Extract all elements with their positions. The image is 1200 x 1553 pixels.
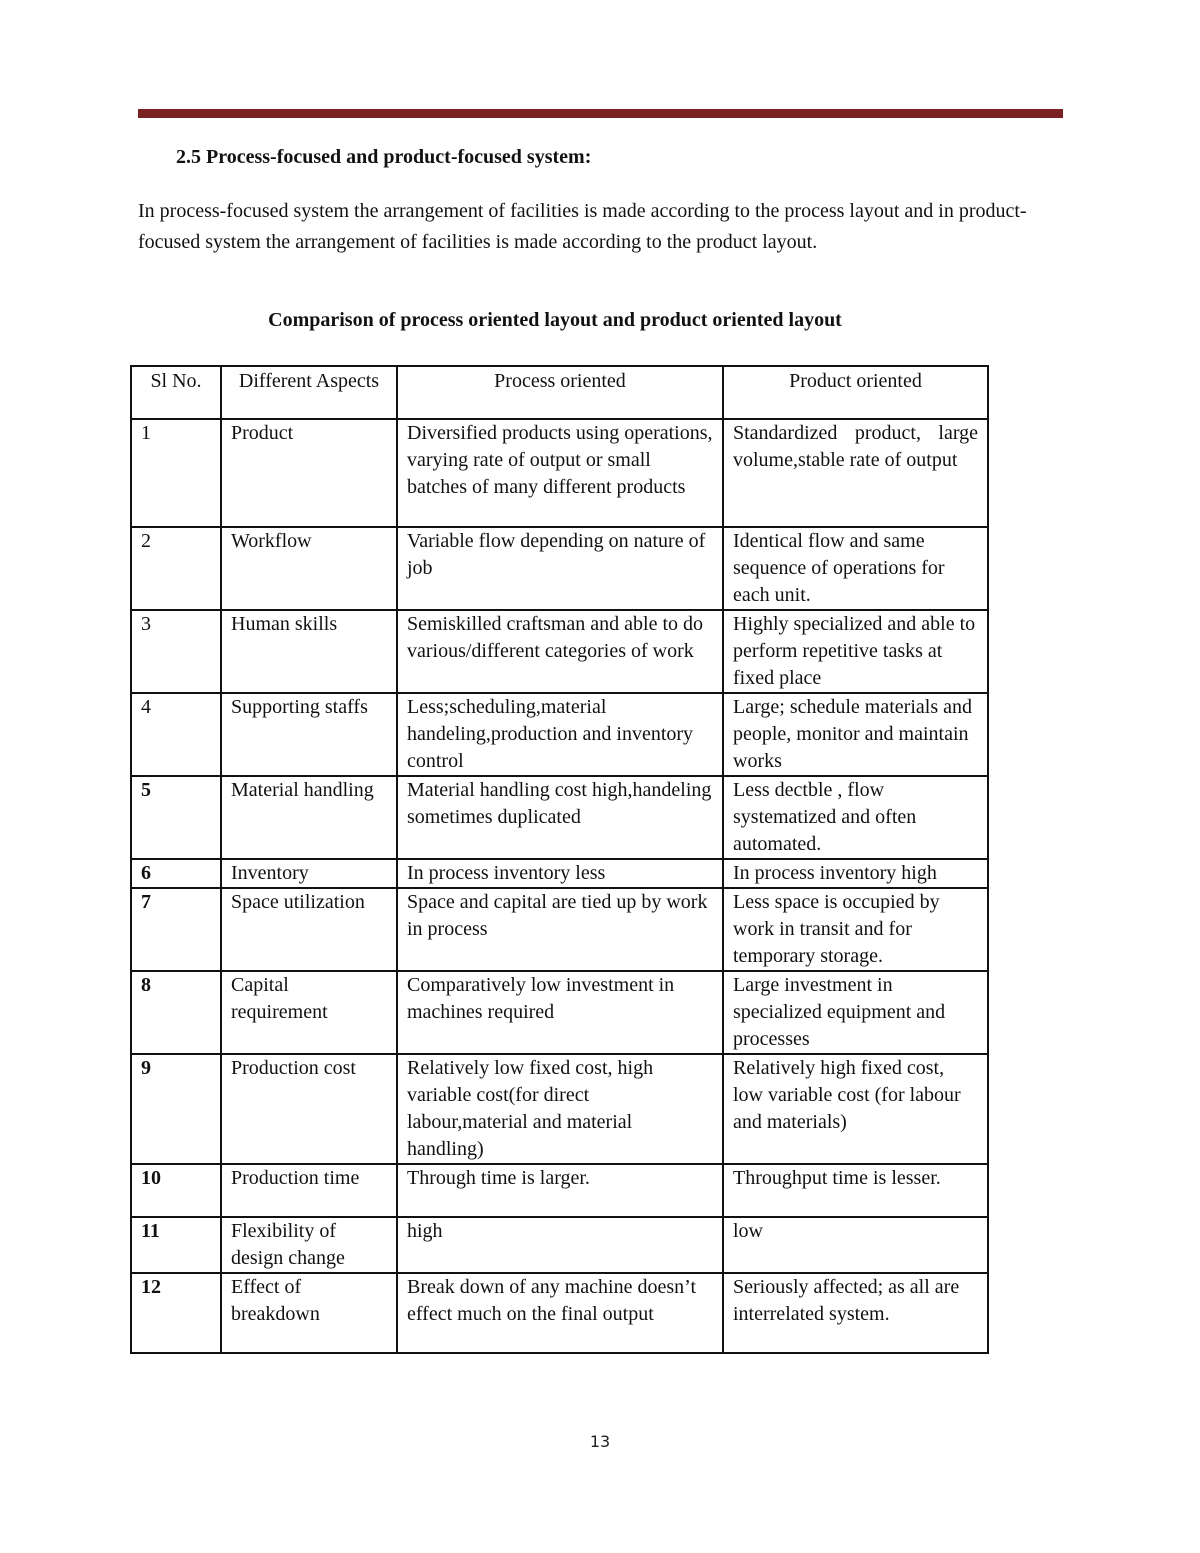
cell-sl: 2 (131, 527, 221, 610)
table-row (131, 776, 988, 859)
cell-product: Throughput time is lesser. (723, 1164, 988, 1217)
table-row (131, 419, 988, 527)
table-row (131, 859, 988, 888)
cell-sl: 1 (131, 419, 221, 527)
intro-paragraph: In process-focused system the arrangement of facilities is made according to the process layout and in product-focused system the arrangement of facilities is made according to the product layout. (138, 200, 1027, 253)
header-cell-sl: Sl No. (131, 366, 221, 419)
cell-process: Relatively low fixed cost, high variable cost(for direct labour,material and material handling) (397, 1054, 723, 1164)
cell-product: Large investment in specialized equipment and processes (723, 971, 988, 1054)
cell-aspect: Product (221, 419, 397, 527)
header-cell-process: Process oriented (397, 366, 723, 419)
cell-aspect: Capital requirement (221, 971, 397, 1054)
cell-product: low (723, 1217, 988, 1273)
section-heading: 2.5 Process-focused and product-focused system: (176, 146, 592, 168)
header-rule (138, 109, 1063, 118)
cell-process: Space and capital are tied up by work in process (397, 888, 723, 971)
table-row (131, 693, 988, 776)
cell-sl: 12 (131, 1273, 221, 1353)
cell-aspect: Effect of breakdown (221, 1273, 397, 1353)
cell-sl: 8 (131, 971, 221, 1054)
cell-sl: 7 (131, 888, 221, 971)
cell-product: Seriously affected; as all are interrelated system. (723, 1273, 988, 1353)
cell-process: Less;scheduling,material handeling,production and inventory control (397, 693, 723, 776)
table-row (131, 610, 988, 693)
cell-process: Material handling cost high,handeling sometimes duplicated (397, 776, 723, 859)
table-header-row (131, 366, 988, 419)
cell-aspect: Production cost (221, 1054, 397, 1164)
cell-aspect: Workflow (221, 527, 397, 610)
cell-product: Standardized product, large volume,stable rate of output (723, 419, 988, 527)
header-cell-aspects: Different Aspects (221, 366, 397, 419)
cell-process: high (397, 1217, 723, 1273)
comparison-table (130, 365, 989, 1354)
cell-product: Less dectble , flow systematized and often automated. (723, 776, 988, 859)
cell-product: Less space is occupied by work in transit and for temporary storage. (723, 888, 988, 971)
cell-process: Semiskilled craftsman and able to do various/different categories of work (397, 610, 723, 693)
cell-aspect: Material handling (221, 776, 397, 859)
cell-sl: 3 (131, 610, 221, 693)
table-row (131, 1217, 988, 1273)
cell-process: Variable flow depending on nature of job (397, 527, 723, 610)
cell-sl: 6 (131, 859, 221, 888)
table-row (131, 888, 988, 971)
page-number: 13 (589, 1432, 611, 1451)
cell-aspect: Human skills (221, 610, 397, 693)
cell-product: Relatively high fixed cost, low variable cost (for labour and materials) (723, 1054, 988, 1164)
cell-aspect: Production time (221, 1164, 397, 1217)
cell-process: Through time is larger. (397, 1164, 723, 1217)
cell-product: Large; schedule materials and people, monitor and maintain works (723, 693, 988, 776)
cell-process: In process inventory less (397, 859, 723, 888)
cell-process: Break down of any machine doesn’t effect much on the final output (397, 1273, 723, 1353)
cell-process: Diversified products using operations, varying rate of output or small batches of many different products (397, 419, 723, 527)
cell-aspect: Supporting staffs (221, 693, 397, 776)
table-row (131, 1054, 988, 1164)
table-row (131, 971, 988, 1054)
cell-sl: 10 (131, 1164, 221, 1217)
table-caption: Comparison of process oriented layout and product oriented layout (268, 309, 842, 331)
table-row (131, 1273, 988, 1353)
cell-process: Comparatively low investment in machines required (397, 971, 723, 1054)
cell-sl: 9 (131, 1054, 221, 1164)
cell-aspect: Flexibility of design change (221, 1217, 397, 1273)
table-row (131, 527, 988, 610)
cell-sl: 5 (131, 776, 221, 859)
cell-product: In process inventory high (723, 859, 988, 888)
cell-sl: 4 (131, 693, 221, 776)
cell-aspect: Space utilization (221, 888, 397, 971)
cell-aspect: Inventory (221, 859, 397, 888)
cell-product: Highly specialized and able to perform repetitive tasks at fixed place (723, 610, 988, 693)
header-cell-product: Product oriented (723, 366, 988, 419)
cell-product: Identical flow and same sequence of operations for each unit. (723, 527, 988, 610)
cell-sl: 11 (131, 1217, 221, 1273)
table-row (131, 1164, 988, 1217)
